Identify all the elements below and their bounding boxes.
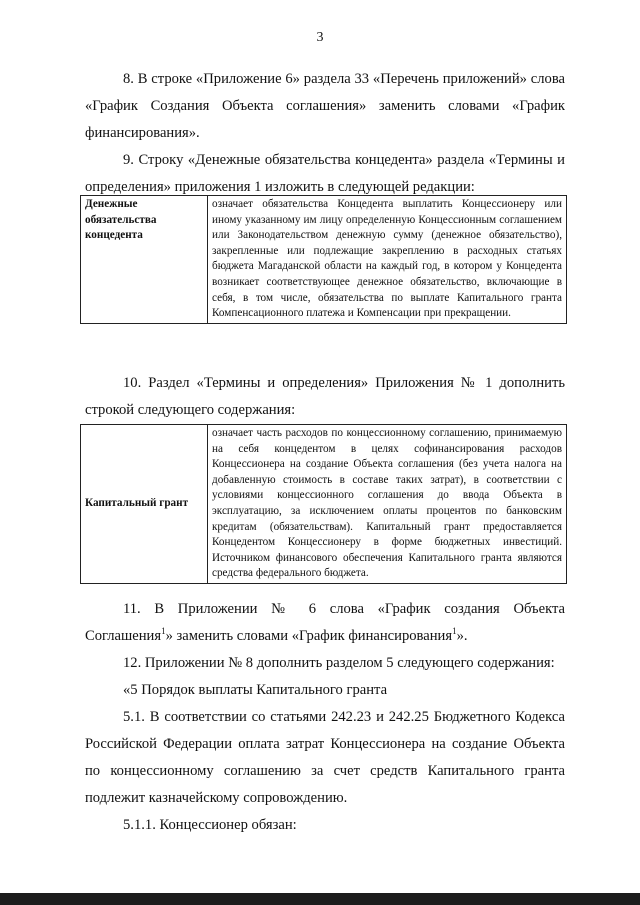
- scan-border: [0, 893, 640, 905]
- item-11-text-3: ».: [456, 628, 468, 644]
- item-8-paragraph: 8. В строке «Приложение 6» раздела 33 «Перечень приложений» слова «График Создания Объекта соглашения» заменить словами «График финансирования».: [85, 71, 565, 141]
- footnote-mark-1: 1: [161, 626, 166, 637]
- clause-5-1-1-paragraph: 5.1.1. Концессионер обязан:: [123, 817, 297, 833]
- term-cell: Денежные обязательства концедента: [81, 196, 208, 324]
- clause-5-1-paragraph: 5.1. В соответствии со статьями 242.23 и 242.25 Бюджетного Кодекса Российской Федерации оплата затрат Концессионера на создание Объекта по концессионному соглашению за счет средств Капитального гранта подлежит казначейскому сопровождению.: [85, 709, 565, 806]
- item-11-paragraph: [85, 596, 565, 650]
- term-cell: Капитальный грант: [81, 425, 208, 584]
- table-row: [81, 196, 567, 324]
- section-5-title: «5 Порядок выплаты Капитального гранта: [123, 682, 388, 698]
- definition-table-monetary-obligations: [80, 195, 567, 324]
- table-row: [81, 425, 567, 584]
- definition-table-capital-grant: [80, 424, 567, 584]
- item-11-text-1: 11. В Приложении № 6 слова «График создания Объекта Соглашения: [85, 601, 565, 644]
- page-number: 3: [316, 30, 324, 45]
- definition-cell: означает часть расходов по концессионному соглашению, принимаемую на себя концедентом в целях софинансирования расходов Концессионера на создание Объекта соглашения (без учета налога на добавленную стоимость в составе таких затрат), в соответствии с условиями концессионного соглашения до ввода Объекта в эксплуатацию, за исключением оплаты процентов по банковским кредитам (обязательствам). Капитальный грант предоставляется Концедентом Концессионеру в форме бюджетных инвестиций. Источником финансового обеспечения Капитального гранта являются средства федерального бюджета.: [208, 425, 567, 584]
- item-11-text-2: » заменить словами «График финансирования: [165, 628, 453, 644]
- definition-cell: означает обязательства Концедента выплатить Концессионеру или иному указанному им лицу определенную Концессионным соглашением или Законодательством денежную сумму (денежное обязательство), закрепленные или подлежащие закреплению в расходных статьях бюджета Магаданской области на каждый год, в котором у Концедента возникает соответствующее денежное обязательство, включающие в себя, в том числе, обязательства по выплате Капитального гранта Компенсационного платежа и Компенсации при прекращении.: [208, 196, 567, 324]
- item-10-paragraph: 10. Раздел «Термины и определения» Приложения № 1 дополнить строкой следующего содержания:: [85, 375, 565, 418]
- item-9-paragraph: 9. Строку «Денежные обязательства концедента» раздела «Термины и определения» приложения 1 изложить в следующей редакции:: [85, 152, 565, 195]
- item-12-paragraph: 12. Приложении № 8 дополнить разделом 5 следующего содержания:: [123, 655, 555, 671]
- footnote-mark-2: 1: [452, 626, 457, 637]
